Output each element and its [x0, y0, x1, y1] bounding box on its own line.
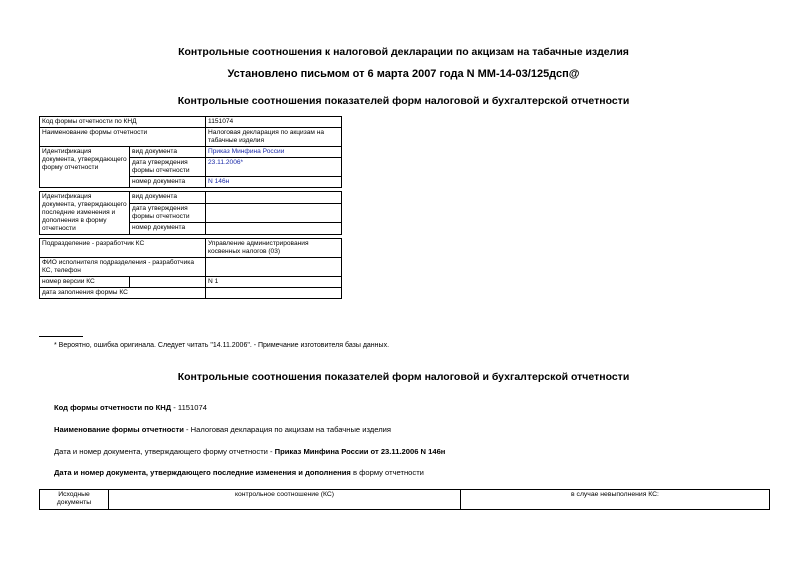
fill-date-label: дата заполнения формы КС [40, 288, 206, 299]
table-row [40, 288, 342, 299]
change-date-value [206, 203, 342, 223]
changes-line-label: Дата и номер документа, утверждающего последние изменения и дополнения [54, 468, 351, 477]
knd-line-label: Код формы отчетности по КНД [54, 403, 172, 412]
executor-label: ФИО исполнителя подразделения - разработчика КС, телефон [40, 258, 206, 277]
form-name-label: Наименование формы отчетности [40, 128, 206, 147]
table-row [40, 258, 342, 277]
fill-date-value [206, 288, 342, 299]
version-empty [130, 277, 206, 288]
doc-date-label: дата утверждения формы отчетности [130, 158, 206, 177]
col-source-docs: Исходные документы [40, 490, 109, 510]
table-row [40, 192, 342, 204]
dept-label: Подразделение - разработчик КС [40, 239, 206, 258]
table-row [40, 277, 342, 288]
col-on-failure: в случае невыполнения КС: [461, 490, 770, 510]
form-name-line-label: Наименование формы отчетности [54, 425, 184, 434]
table-row [40, 147, 342, 158]
section-title-2: Контрольные соотношения показателей форм налоговой и бухгалтерской отчетности [177, 371, 630, 383]
form-name-line [54, 425, 391, 434]
doc-type-link[interactable]: Приказ Минфина России [206, 147, 342, 158]
change-type-value [206, 192, 342, 204]
page-subtitle: Установлено письмом от 6 марта 2007 года N ММ-14-03/125дсп@ [227, 68, 580, 80]
table-row [40, 128, 342, 147]
ks-table [39, 489, 770, 510]
knd-value: 1151074 [206, 117, 342, 128]
footnote: * Вероятно, ошибка оригинала. Следует читать "14.11.2006". - Примечание изготовителя базы данных. [54, 342, 390, 349]
form-info-table [39, 116, 342, 299]
doc-date-link[interactable]: 23.11.2006* [206, 158, 342, 177]
change-type-label: вид документа [130, 192, 206, 204]
form-name-value: Налоговая декларация по акцизам на табачные изделия [206, 128, 342, 147]
doc-number-link[interactable]: N 146н [206, 177, 342, 188]
change-ident-label: Идентификация документа, утверждающего последние изменения и дополнения в форму отчетности [40, 192, 130, 235]
knd-label: Код формы отчетности по КНД [40, 117, 206, 128]
change-number-value [206, 223, 342, 235]
col-control-ratio: контрольное соотношение (КС) [109, 490, 461, 510]
knd-line-value: - 1151074 [171, 403, 207, 412]
table-row [40, 239, 342, 258]
knd-line [54, 403, 207, 412]
change-date-label: дата утверждения формы отчетности [130, 203, 206, 223]
doc-line [54, 447, 445, 456]
table-header-row [40, 490, 770, 510]
changes-line-tail: в форму отчетности [350, 468, 424, 477]
footnote-divider [39, 336, 83, 337]
doc-number-label: номер документа [130, 177, 206, 188]
doc-ident-label: Идентификация документа, утверждающего форму отчетности [40, 147, 130, 188]
change-number-label: номер документа [130, 223, 206, 235]
page-title: Контрольные соотношения к налоговой декларации по акцизам на табачные изделия [178, 46, 629, 58]
version-label: номер версии КС [40, 277, 130, 288]
changes-line [54, 468, 424, 477]
table-row [40, 117, 342, 128]
version-value: N 1 [206, 277, 342, 288]
executor-value [206, 258, 342, 277]
doc-line-label: Дата и номер документа, утверждающего форму отчетности - [54, 447, 275, 456]
section-title: Контрольные соотношения показателей форм налоговой и бухгалтерской отчетности [177, 95, 630, 107]
doc-line-value: Приказ Минфина России от 23.11.2006 N 146н [274, 447, 446, 456]
doc-type-label: вид документа [130, 147, 206, 158]
dept-value: Управление администрирования косвенных налогов (03) [206, 239, 342, 258]
form-name-line-value: - Налоговая декларация по акцизам на табачные изделия [183, 425, 391, 434]
